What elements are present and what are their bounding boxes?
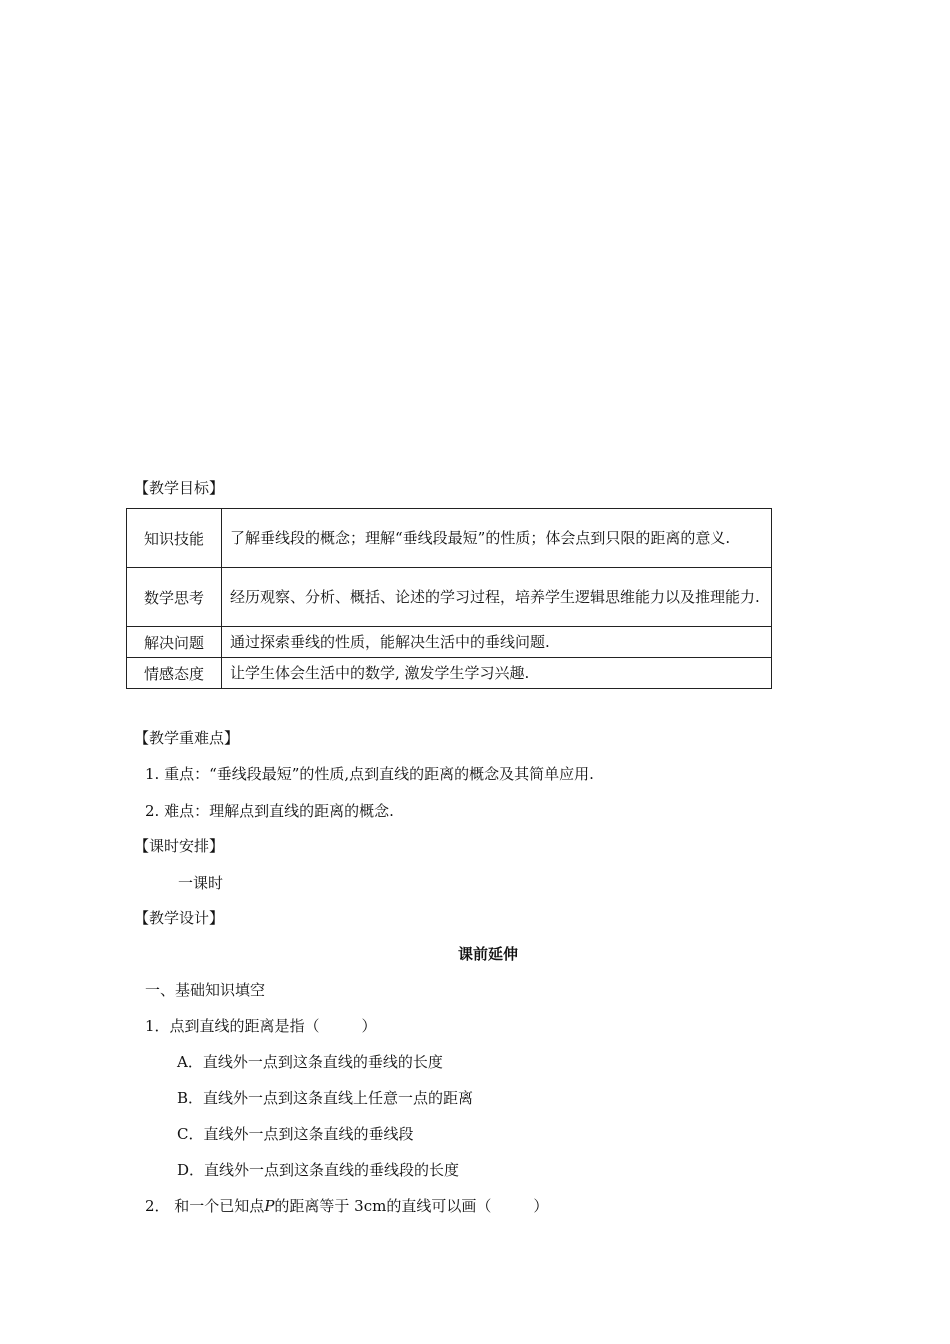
table-row bbox=[127, 658, 772, 689]
point-variable: P bbox=[264, 1197, 275, 1215]
option-b: B．直线外一点到这条直线上任意一点的距离 bbox=[177, 1089, 474, 1107]
table-row bbox=[127, 509, 772, 568]
part-title: 一、基础知识填空 bbox=[145, 981, 266, 999]
row-text: 了解垂线段的概念；理解“垂线段最短”的性质；体会点到只限的距离的意义. bbox=[222, 509, 772, 568]
row-label: 数学思考 bbox=[127, 568, 222, 627]
table-row bbox=[127, 568, 772, 627]
objectives-heading: 【教学目标】 bbox=[134, 479, 225, 497]
question-close: ） bbox=[533, 1197, 549, 1215]
row-text: 通过探索垂线的性质，能解决生活中的垂线问题. bbox=[222, 627, 772, 658]
question-suffix: 的距离等于 3cm的直线可以画（ bbox=[274, 1197, 492, 1215]
question-prompt: 1．点到直线的距离是指（ bbox=[145, 1017, 320, 1035]
row-label: 知识技能 bbox=[127, 509, 222, 568]
question-close: ） bbox=[361, 1017, 377, 1035]
question-2 bbox=[145, 1195, 548, 1216]
objectives-table bbox=[126, 508, 772, 689]
schedule-text: 一课时 bbox=[178, 874, 224, 892]
row-text: 经历观察、分析、概括、论述的学习过程，培养学生逻辑思维能力以及推理能力. bbox=[222, 568, 772, 627]
option-d: D．直线外一点到这条直线的垂线段的长度 bbox=[177, 1161, 460, 1179]
row-label: 情感态度 bbox=[127, 658, 222, 689]
key-point-item: 1. 重点：“垂线段最短”的性质,点到直线的距离的概念及其简单应用. bbox=[145, 765, 594, 783]
schedule-heading: 【课时安排】 bbox=[134, 837, 225, 855]
row-label: 解决问题 bbox=[127, 627, 222, 658]
key-points-heading: 【教学重难点】 bbox=[134, 729, 240, 747]
question-prefix: 2． 和一个已知点 bbox=[145, 1197, 265, 1215]
option-a: A．直线外一点到这条直线的垂线的长度 bbox=[177, 1053, 443, 1071]
question-1 bbox=[145, 1015, 377, 1036]
key-point-item: 2. 难点：理解点到直线的距离的概念. bbox=[145, 802, 394, 820]
row-text: 让学生体会生活中的数学, 激发学生学习兴趣. bbox=[222, 658, 772, 689]
table-row bbox=[127, 627, 772, 658]
design-heading: 【教学设计】 bbox=[134, 909, 225, 927]
section-title: 课前延伸 bbox=[458, 945, 519, 963]
option-c: C．直线外一点到这条直线的垂线段 bbox=[177, 1125, 414, 1143]
